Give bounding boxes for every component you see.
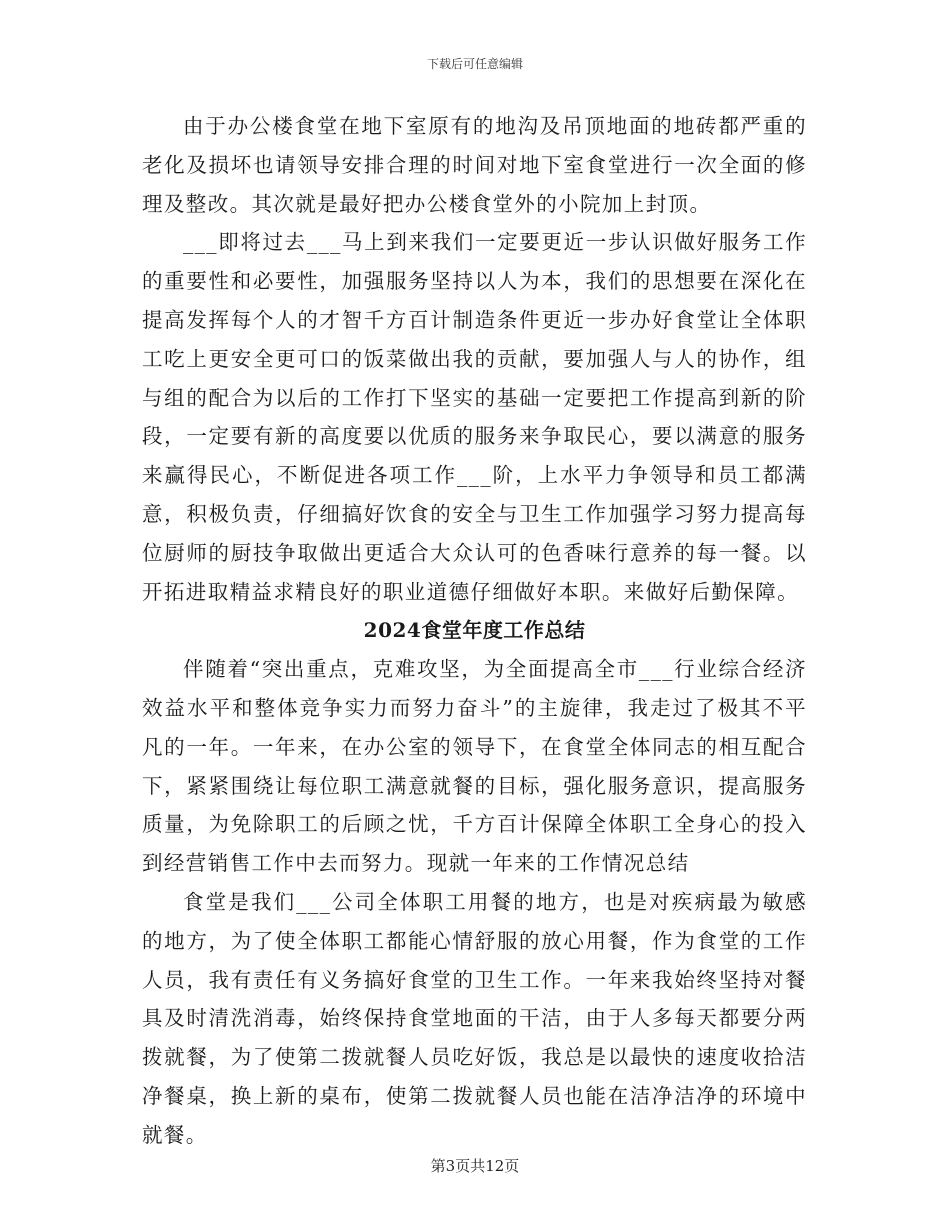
page-number: 第3页共12页 bbox=[430, 1157, 520, 1175]
paragraph-canteen-repair: 由于办公楼食堂在地下室原有的地沟及吊顶地面的地砖都严重的老化及损坏也请领导安排合理的时间对地下室食堂进行一次全面的修理及整改。其次就是最好把办公楼食堂外的小院加上封顶。 bbox=[142, 114, 807, 216]
section-title: 2024食堂年度工作总结 bbox=[363, 618, 586, 643]
paragraph-service-goals: ___即将过去___马上到来我们一定要更近一步认识做好服务工作的重要性和必要性，加强服务坚持以人为本，我们的思想要在深化在提高发挥每个人的才智千方百计制造条件更近一步办好食堂让全体职工吃上更安全更可口的饭菜做出我的贡献，要加强人与人的协作，组与组的配合为以后的工作打下坚实的基础一定要把工作提高到新的阶段，一定要有新的高度要以优质的服务来争取民心，要以满意的服务来赢得民心，不断促进各项工作___阶，上水平力争领导和员工都满意，积极负责，仔细搞好饮食的安全与卫生工作加强学习努力提高每位厨师的厨技争取做出更适合大众认可的色香味行意养的每一餐。以开拓进取精益求精良好的职业道德仔细做好本职。来做好后勤保障。 bbox=[142, 230, 807, 604]
document-body bbox=[142, 107, 807, 1155]
paragraph-summary-intro: 伴随着“突出重点，克难攻坚，为全面提高全市___行业综合经济效益水平和整体竞争实力而努力奋斗”的主旋律，我走过了极其不平凡的一年。一年来，在办公室的领导下，在食堂全体同志的相互配合下，紧紧围绕让每位职工满意就餐的目标，强化服务意识，提高服务质量，为免除职工的后顾之忧，千方百计保障全体职工全身心的投入到经营销售工作中去而努力。现就一年来的工作情况总结 bbox=[142, 657, 807, 876]
paragraph-hygiene-work: 食堂是我们___公司全体职工用餐的地方，也是对疾病最为敏感的地方，为了使全体职工都能心情舒服的放心用餐，作为食堂的工作人员，我有责任有义务搞好食堂的卫生工作。一年来我始终坚持对餐具及时清洗消毒，始终保持食堂地面的干洁，由于人多每天都要分两拨就餐，为了使第二拨就餐人员吃好饭，我总是以最快的速度收拾洁净餐桌，换上新的桌布，使第二拨就餐人员也能在洁净洁净的环境中就餐。 bbox=[142, 889, 807, 1147]
download-edit-note: 下载后可任意编辑 bbox=[426, 57, 523, 71]
